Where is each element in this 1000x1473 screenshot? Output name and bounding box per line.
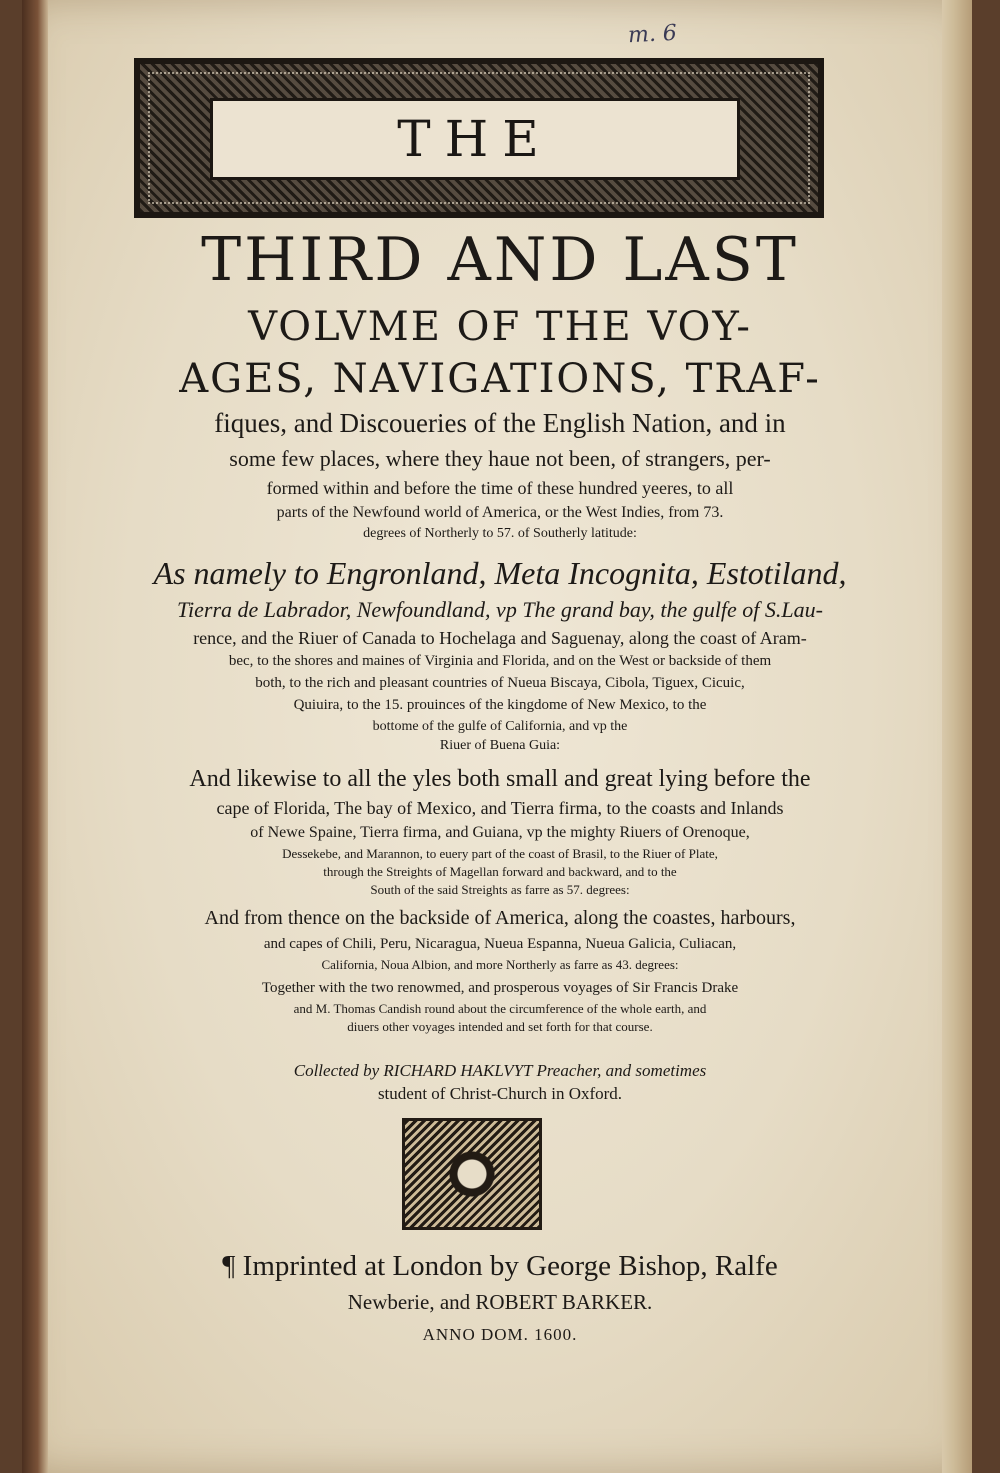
section-4-line-3: diuers other voyages intended and set forth for that course. bbox=[347, 1019, 653, 1034]
section-2-line-5: through the Streights of Magellan forward and backward, and to the bbox=[323, 864, 677, 879]
binding-edge bbox=[22, 0, 48, 1473]
headpiece-title: THE bbox=[397, 110, 553, 168]
section-4-line-2: and M. Thomas Candish round about the circumference of the whole earth, and bbox=[293, 1001, 707, 1016]
section-1-line-3: rence, and the Riuer of Canada to Hochelaga and Saguenay, along the coast of Aram- bbox=[193, 628, 807, 648]
section-3-line-2: and capes of Chili, Peru, Nicaragua, Nueua Espanna, Nueua Galicia, Culiacan, bbox=[263, 936, 737, 952]
section-1-line-5: both, to the rich and pleasant countries of Nueua Biscaya, Cibola, Tiguex, Cicuic, bbox=[255, 675, 745, 691]
printers-device-ornament bbox=[402, 1118, 542, 1230]
collector-line-1: Collected by RICHARD HAKLVYT Preacher, and sometimes bbox=[293, 1061, 707, 1080]
title-line-6: formed within and before the time of these hundred yeeres, to all bbox=[266, 478, 734, 498]
title-line-7: parts of the Newfound world of America, or the West Indies, from 73. bbox=[276, 504, 724, 521]
title-line-1: THIRD AND LAST bbox=[201, 225, 799, 295]
title-line-3: AGES, NAVIGATIONS, TRAF- bbox=[179, 356, 821, 402]
section-1-line-8: Riuer of Buena Guia: bbox=[439, 738, 561, 753]
imprint-date: ANNO DOM. 1600. bbox=[422, 1325, 578, 1344]
section-2-line-3: of Newe Spaine, Tierra firma, and Guiana, vp the mighty Riuers of Orenoque, bbox=[250, 824, 750, 841]
title-line-8: degrees of Northerly to 57. of Southerly latitude: bbox=[363, 526, 637, 541]
title-line-5: some few places, where they haue not been, of strangers, per- bbox=[229, 446, 771, 471]
title-line-4: fiques, and Discoueries of the English Nation, and in bbox=[214, 408, 786, 438]
title-line-2: VOLVME OF THE VOY- bbox=[248, 304, 752, 350]
section-2-line-1: And likewise to all the yles both small and great lying before the bbox=[189, 766, 811, 792]
section-1-line-6: Quiuira, to the 15. prouinces of the kingdome of New Mexico, to the bbox=[293, 697, 707, 713]
section-1-line-4: bec, to the shores and maines of Virginia and Florida, and on the West or backside of them bbox=[228, 653, 772, 669]
section-3-line-1: And from thence on the backside of America, along the coastes, harbours, bbox=[204, 907, 796, 929]
headpiece-cartouche bbox=[210, 98, 740, 180]
section-1-line-1: As namely to Engronland, Meta Incognita, Estotiland, bbox=[153, 555, 847, 591]
imprint-line-1: ¶ Imprinted at London by George Bishop, Ralfe bbox=[222, 1250, 778, 1282]
collector-line-2: student of Christ-Church in Oxford. bbox=[377, 1084, 623, 1103]
section-2-line-4: Dessekebe, and Marannon, to euery part of the coast of Brasil, to the Riuer of Plate, bbox=[282, 846, 718, 861]
section-1-line-2: Tierra de Labrador, Newfoundland, vp The grand bay, the gulfe of S.Lau- bbox=[177, 597, 823, 622]
section-2-line-6: South of the said Streights as farre as 57. degrees: bbox=[370, 882, 630, 897]
section-2-line-2: cape of Florida, The bay of Mexico, and Tierra firma, to the coasts and Inlands bbox=[216, 798, 784, 818]
section-4-line-1: Together with the two renowmed, and prosperous voyages of Sir Francis Drake bbox=[261, 980, 739, 996]
imprint-line-2: Newberie, and ROBERT BARKER. bbox=[347, 1290, 653, 1314]
section-1-line-7: bottome of the gulfe of California, and vp the bbox=[372, 719, 628, 734]
section-3-line-3: California, Noua Albion, and more Northerly as farre as 43. degrees: bbox=[321, 957, 679, 972]
page-edge bbox=[942, 0, 972, 1473]
shelfmark-annotation: m. 6 bbox=[627, 20, 678, 49]
